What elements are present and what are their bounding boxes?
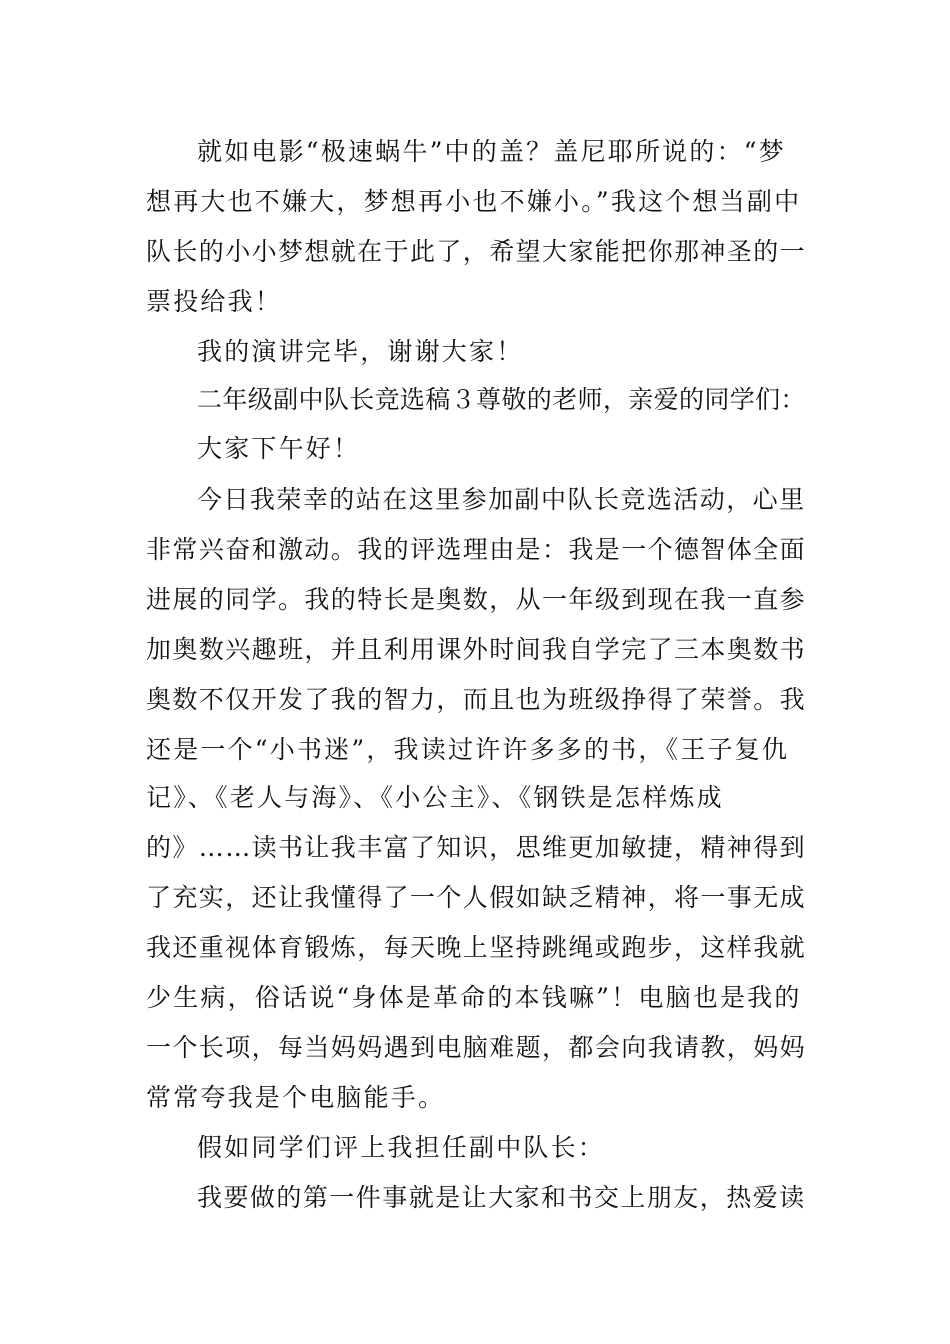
- text-line: 一个长项，每当妈妈遇到电脑难题，都会向我请教，妈妈: [146, 1033, 807, 1062]
- text-line: 就如电影“极速蜗牛”中的盖？盖尼耶所说的：“梦: [197, 137, 786, 166]
- text-line: 非常兴奋和激动。我的评选理由是：我是一个德智体全面: [146, 535, 807, 564]
- text-line: 的》……读书让我丰富了知识，思维更加敏捷，精神得到: [146, 833, 807, 862]
- text-line: 记》、《老人与海》、《小公主》、《钢铁是怎样炼成: [146, 783, 724, 812]
- text-line: 进展的同学。我的特长是奥数，从一年级到现在我一直参: [146, 585, 807, 614]
- text-line: 大家下午好！: [197, 434, 361, 463]
- text-line: 我的演讲完毕，谢谢大家！: [197, 337, 524, 366]
- text-line: 队长的小小梦想就在于此了，希望大家能把你那神圣的一: [146, 237, 807, 266]
- text-line: 今日我荣幸的站在这里参加副中队长竞选活动，心里: [197, 485, 806, 514]
- text-line: 常常夸我是个电脑能手。: [146, 1083, 446, 1112]
- text-line: 还是一个“小书迷”，我读过许许多多的书，《王子复仇: [146, 735, 790, 764]
- text-line: 我要做的第一件事就是让大家和书交上朋友，热爱读: [197, 1183, 806, 1212]
- text-line: 假如同学们评上我担任副中队长：: [197, 1133, 606, 1162]
- text-line: 想再大也不嫌大，梦想再小也不嫌小。”我这个想当副中: [146, 187, 802, 216]
- text-line: 了充实，还让我懂得了一个人假如缺乏精神，将一事无成: [146, 883, 807, 912]
- text-line: 二年级副中队长竞选稿３尊敬的老师，亲爱的同学们：: [197, 385, 806, 414]
- text-line: 少生病，俗话说“身体是革命的本钱嘛”！电脑也是我的: [146, 983, 802, 1012]
- text-line: 票投给我！: [146, 287, 283, 316]
- text-line: 我还重视体育锻炼，每天晚上坚持跳绳或跑步，这样我就: [146, 933, 807, 962]
- text-line: 加奥数兴趣班，并且利用课外时间我自学完了三本奥数书: [146, 635, 807, 664]
- text-line: 奥数不仅开发了我的智力，而且也为班级挣得了荣誉。我: [146, 685, 807, 714]
